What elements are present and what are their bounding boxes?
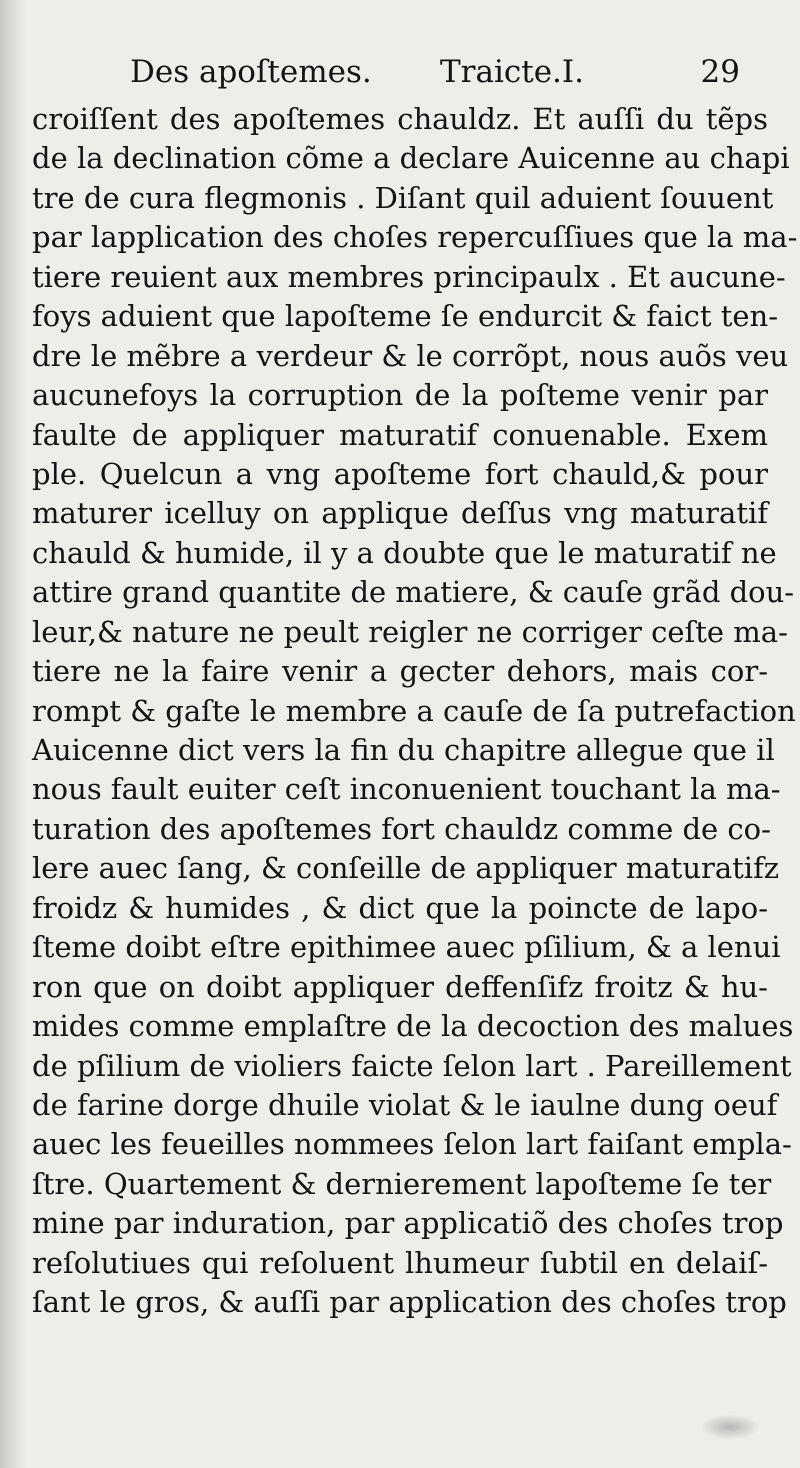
text-line: nous fault euiter ceſt inconuenient touchant la ma- [32, 772, 781, 807]
ink-smudge [700, 1414, 760, 1440]
text-line: chauld & humide, il y a doubte que le maturatif ne [32, 535, 777, 570]
text-line: auec les feueilles nommees ſelon lart faiſant empla- [32, 1127, 792, 1162]
text-line: attire grand quantite de matiere, & cauſe grãd dou- [32, 575, 795, 610]
text-line: tre de cura flegmonis . Diſant quil aduient ſouuent [32, 180, 774, 215]
text-line: dre le mẽbre a verdeur & le corrõpt, nous auõs veu [32, 338, 789, 373]
text-line: ron que on doibt appliquer deffenſifz froitz & hu- [32, 969, 768, 1004]
section-label: Traicte.I. [440, 54, 585, 90]
text-line: tiere ne la faire venir a gecter dehors, mais cor- [32, 654, 768, 689]
running-title: Des apoſtemes. [130, 54, 372, 90]
text-line: ſtre. Quartement & dernierement lapoſteme ſe ter [32, 1166, 772, 1201]
text-line: froidz & humides , & dict que la poincte de lapo- [32, 890, 768, 925]
text-line: maturer icelluy on applique deſſus vng maturatif [32, 496, 768, 531]
text-line: ple. Quelcun a vng apoſteme fort chauld,& pour [32, 456, 768, 491]
text-line: de pſilium de violiers faicte ſelon lart . Pareillement [32, 1048, 792, 1083]
text-line: Auicenne dict vers la fin du chapitre allegue que il [32, 733, 775, 767]
text-line: par lapplication des choſes repercuſſiues que la ma- [32, 220, 798, 255]
text-line: foys aduient que lapoſteme ſe endurcit & faict ten- [32, 299, 779, 334]
text-line: ſant le gros, & auſſi par application des choſes trop [32, 1285, 787, 1320]
page-header [130, 44, 740, 100]
text-line: leur,& nature ne peult reigler ne corriger ceſte ma- [32, 614, 788, 649]
text-line: de farine dorge dhuile violat & le iaulne dung oeuf [32, 1087, 778, 1122]
text-line: faulte de appliquer maturatif conuenable. Exem [32, 417, 768, 452]
text-line: croiſſent des apoſtemes chauldz. Et auſſi du tẽps [32, 102, 768, 136]
text-line: mine par induration, par applicatiõ des choſes trop [32, 1206, 784, 1241]
text-line: turation des apoſtemes fort chauldz comme de co- [32, 811, 771, 846]
body-text [32, 100, 798, 1323]
page-gutter-shadow [0, 0, 26, 1468]
text-line: tiere reuient aux membres principaulx . Et aucune- [32, 259, 786, 294]
text-line: reſolutiues qui reſoluent lhumeur ſubtil en delaiſ- [32, 1245, 768, 1280]
text-line: de la declination cõme a declare Auicenne au chapi [32, 141, 790, 176]
text-line: lere auec ſang, & conſeille de appliquer maturatifz [32, 851, 780, 886]
text-line: ſteme doibt eſtre epithimee auec pſilium, & a lenui [32, 930, 781, 965]
text-line: aucunefoys la corruption de la poſteme venir par [32, 378, 768, 413]
text-line: mides comme emplaſtre de la decoction des malues [32, 1009, 794, 1044]
page-number: 29 [700, 54, 740, 90]
text-line: rompt & gaſte le membre a cauſe de ſa putrefaction [32, 693, 796, 728]
